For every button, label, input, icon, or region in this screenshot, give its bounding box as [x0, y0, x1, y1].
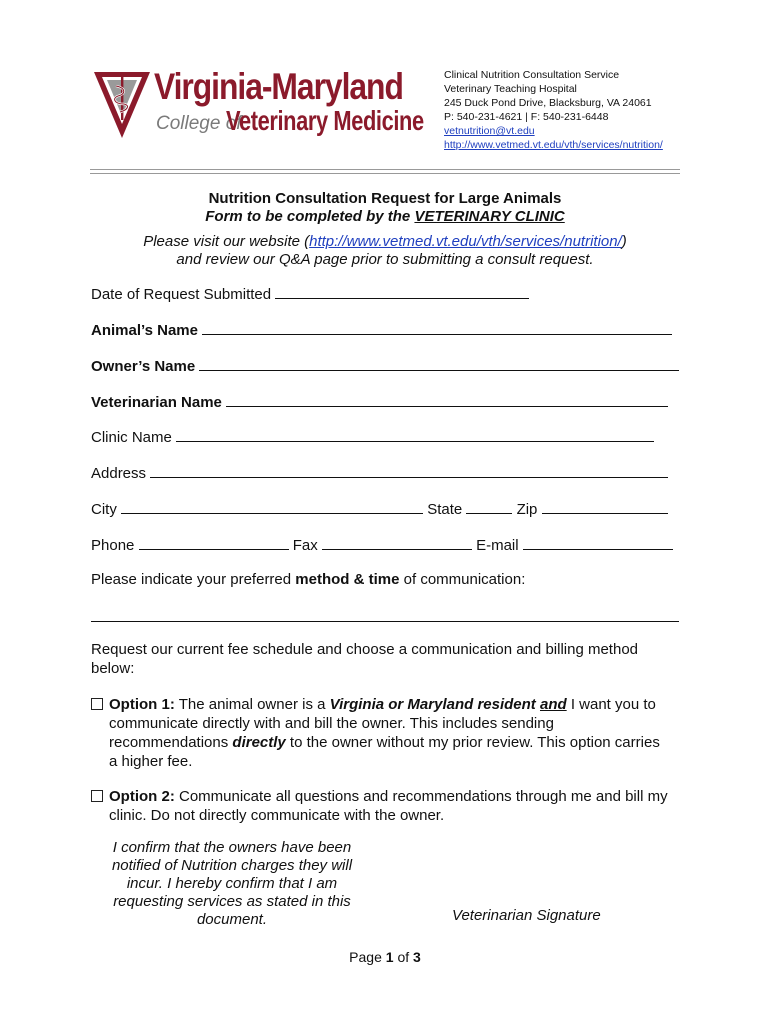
page-current: 1: [385, 949, 394, 965]
veterinarian-signature-label: Veterinarian Signature: [452, 907, 601, 924]
option-2-line-2: clinic. Do not directly communicate with the owner.: [109, 807, 445, 824]
option-1-checkbox[interactable]: [91, 698, 103, 710]
method-bold: method & time: [295, 571, 400, 588]
option-1-emphasis: Virginia or Maryland resident: [329, 696, 536, 713]
email-label: E-mail: [476, 537, 519, 554]
page-number: [0, 949, 770, 965]
clinic-row: [91, 426, 654, 446]
fax-label: Fax: [292, 537, 318, 554]
contact-phones: P: 540-231-4621 | F: 540-231-6448: [444, 111, 609, 123]
vet-name-label: Veterinarian Name: [91, 394, 222, 411]
option-1-and: and: [539, 696, 567, 713]
option-2-label: Option 2:: [109, 788, 175, 805]
confirm-line-2: notified of Nutrition charges they will: [111, 857, 353, 874]
state-field[interactable]: [466, 498, 512, 514]
visit-website-link[interactable]: http://www.vetmed.vt.edu/vth/services/nutrition/: [309, 233, 622, 250]
page-of-word: of: [393, 949, 414, 965]
owner-name-field[interactable]: [199, 355, 679, 371]
option-1-text-b: I want you to: [566, 696, 656, 713]
subtitle-emphasis: VETERINARY CLINIC: [414, 208, 565, 225]
option-1-line-3: [91, 733, 691, 752]
address-field[interactable]: [150, 462, 668, 478]
fee-line-1: Request our current fee schedule and choose a communication and billing method: [91, 641, 639, 658]
city-row: [91, 498, 668, 518]
contact-hospital: Veterinary Teaching Hospital: [444, 83, 577, 95]
option-1-line-3-a: recommendations: [109, 734, 233, 751]
page-total: 3: [413, 949, 421, 965]
form-subtitle: [0, 208, 770, 225]
method-suffix: of communication:: [399, 571, 526, 588]
fax-field[interactable]: [322, 534, 472, 550]
visit-website-line: [0, 233, 770, 250]
college-logo: [92, 66, 424, 140]
phone-label: Phone: [91, 537, 135, 554]
city-label: City: [91, 501, 117, 518]
option-1-line-3-b: to the owner without my prior review. This option carries: [285, 734, 660, 751]
date-row: [91, 283, 529, 303]
visit-suffix: ): [621, 233, 627, 250]
animal-row: [91, 319, 672, 339]
method-prompt: [91, 570, 525, 590]
confirm-line-1: I confirm that the owners have been: [112, 839, 352, 856]
owner-name-label: Owner’s Name: [91, 358, 196, 375]
address-label: Address: [91, 465, 147, 482]
clinic-name-field[interactable]: [176, 426, 654, 442]
caduceus-emblem-icon: [92, 68, 152, 140]
review-qa-line: and review our Q&A page prior to submitting a consult request.: [176, 251, 594, 268]
fee-paragraph: [91, 640, 691, 678]
method-prefix: Please indicate your preferred: [91, 571, 296, 588]
city-field[interactable]: [121, 498, 423, 514]
page-word: Page: [349, 949, 386, 965]
confirm-line-4: requesting services as stated in this: [113, 893, 351, 910]
email-field[interactable]: [523, 534, 673, 550]
date-label: Date of Request Submitted: [91, 286, 272, 303]
zip-label: Zip: [516, 501, 538, 518]
option-2-text-a: Communicate all questions and recommendations through me and bill my: [174, 788, 668, 805]
phone-field[interactable]: [139, 534, 289, 550]
date-field[interactable]: [275, 283, 529, 299]
owner-row: [91, 355, 679, 375]
logo-university-name: Virginia-Maryland: [154, 66, 403, 107]
subtitle-prefix: Form to be completed by the: [205, 208, 415, 225]
address-row: [91, 462, 668, 482]
contact-website-link[interactable]: http://www.vetmed.vt.edu/vth/services/nutrition/: [444, 139, 663, 151]
option-1-label: Option 1:: [109, 696, 175, 713]
logo-college-of: College of: [156, 113, 242, 134]
confirm-line-3: incur. I hereby confirm that I am: [126, 875, 338, 892]
phone-row: [91, 534, 673, 554]
header-divider: [90, 169, 680, 174]
option-2-block: [91, 787, 691, 825]
option-1-line-4: a higher fee.: [109, 753, 193, 770]
animal-name-field[interactable]: [202, 319, 672, 335]
confirmation-statement: [104, 839, 360, 929]
state-label: State: [427, 501, 463, 518]
option-2-checkbox[interactable]: [91, 790, 103, 802]
fee-line-2: below:: [91, 660, 135, 677]
contact-email-link[interactable]: vetnutrition@vt.edu: [444, 125, 535, 137]
logo-veterinary-medicine: Veterinary Medicine: [226, 105, 424, 136]
vet-name-field[interactable]: [226, 391, 668, 407]
option-1-line-3-emph: directly: [232, 734, 286, 751]
option-1-block: [91, 695, 691, 771]
method-answer-field[interactable]: [91, 621, 679, 622]
contact-service: Clinical Nutrition Consultation Service: [444, 69, 620, 81]
zip-field[interactable]: [542, 498, 668, 514]
confirm-line-5: document.: [196, 911, 268, 928]
animal-name-label: Animal’s Name: [91, 322, 198, 339]
visit-prefix: Please visit our website (: [143, 233, 310, 250]
vet-row: [91, 391, 668, 411]
option-1-text-a: The animal owner is a: [174, 696, 330, 713]
option-1-line-2: communicate directly with and bill the owner. This includes sending: [109, 715, 554, 732]
clinic-name-label: Clinic Name: [91, 429, 172, 446]
contact-address: 245 Duck Pond Drive, Blacksburg, VA 24061: [444, 97, 652, 109]
form-title: Nutrition Consultation Request for Large Animals: [208, 190, 562, 207]
